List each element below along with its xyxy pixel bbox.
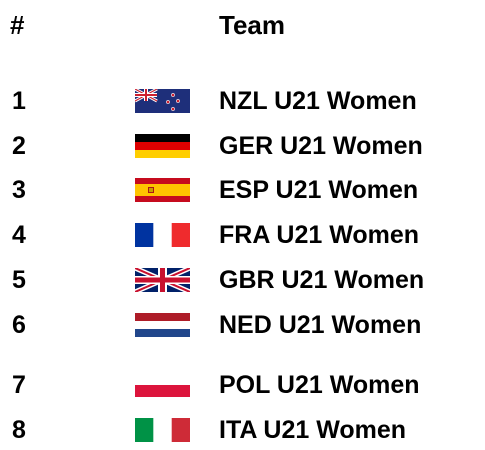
- rank-cell: 8: [12, 416, 26, 444]
- table-row: [0, 415, 485, 445]
- table-row: [0, 220, 485, 250]
- table-row: [0, 175, 485, 205]
- team-name: ESP U21 Women: [219, 176, 419, 204]
- rank-cell: 7: [12, 371, 26, 399]
- team-column-header: Team: [219, 10, 285, 40]
- rank-cell: 2: [12, 132, 26, 160]
- table-row: [0, 265, 485, 295]
- rank-cell: 3: [12, 176, 26, 204]
- rank-cell: 5: [12, 266, 26, 294]
- table-row: [0, 370, 485, 400]
- rank-cell: 6: [12, 311, 26, 339]
- spain-flag-icon: [135, 178, 190, 202]
- new-zealand-flag-icon: [135, 89, 190, 113]
- team-name: POL U21 Women: [219, 371, 420, 399]
- team-name: NED U21 Women: [219, 311, 422, 339]
- rank-column-header: #: [10, 10, 25, 40]
- team-name: GBR U21 Women: [219, 266, 425, 294]
- rank-cell: 1: [12, 87, 26, 115]
- poland-flag-icon: [135, 373, 190, 397]
- netherlands-flag-icon: [135, 313, 190, 337]
- rank-cell: 4: [12, 221, 26, 249]
- table-row: [0, 310, 485, 340]
- france-flag-icon: [135, 223, 190, 247]
- team-name: ITA U21 Women: [219, 416, 407, 444]
- table-row: [0, 86, 485, 116]
- team-name: NZL U21 Women: [219, 87, 417, 115]
- great-britain-flag-icon: [135, 268, 190, 292]
- table-row: [0, 131, 485, 161]
- italy-flag-icon: [135, 418, 190, 442]
- germany-flag-icon: [135, 134, 190, 158]
- team-name: FRA U21 Women: [219, 221, 420, 249]
- team-name: GER U21 Women: [219, 132, 423, 160]
